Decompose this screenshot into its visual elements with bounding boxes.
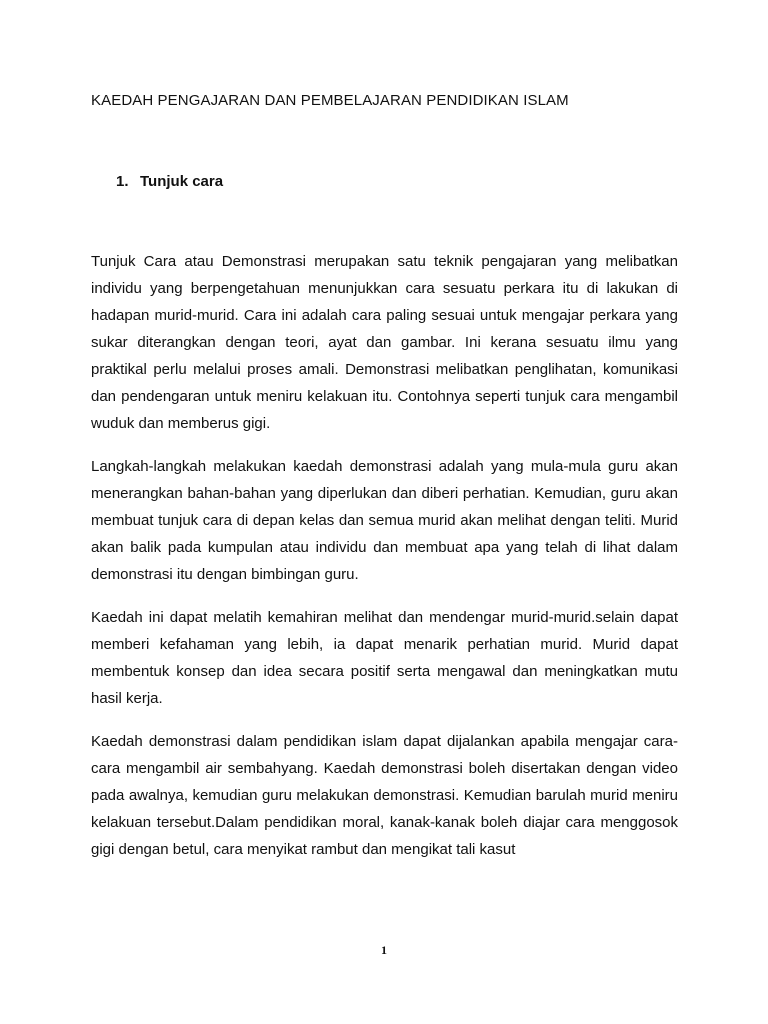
paragraph-4 [91, 728, 678, 863]
paragraph-line: Tunjuk Cara atau Demonstrasi merupakan satu teknik pengajaran yang melibatkan [91, 253, 678, 270]
paragraph-line: Kaedah demonstrasi dalam pendidikan islam dapat dijalankan apabila mengajar cara- [91, 733, 678, 750]
paragraph-line: hadapan murid-murid. Cara ini adalah cara paling sesuai untuk mengajar perkara yang [91, 307, 678, 324]
paragraph-line: hasil kerja. [91, 690, 163, 707]
paragraph-3 [91, 604, 678, 712]
body-text [91, 248, 678, 879]
paragraph-line: dan pendengaran untuk meniru kelakuan itu. Contohnya seperti tunjuk cara mengambil [91, 388, 678, 405]
paragraph-line: akan balik pada kumpulan atau individu dan membuat apa yang telah di lihat dalam [91, 539, 678, 556]
paragraph-line: memberi kefahaman yang lebih, ia dapat menarik perhatian murid. Murid dapat [91, 636, 678, 653]
section-title: Tunjuk cara [140, 173, 224, 190]
paragraph-line: Langkah-langkah melakukan kaedah demonstrasi adalah yang mula-mula guru akan [91, 458, 678, 475]
paragraph-line: cara mengambil air sembahyang. Kaedah demonstrasi boleh disertakan dengan video [91, 760, 678, 777]
paragraph-line: praktikal perlu melalui proses amali. Demonstrasi melibatkan penglihatan, komunikasi [91, 361, 678, 378]
document-title: KAEDAH PENGAJARAN DAN PEMBELAJARAN PENDIDIKAN ISLAM [91, 92, 569, 109]
paragraph-line: membentuk konsep dan idea secara positif serta mengawal dan meningkatkan mutu [91, 663, 678, 680]
paragraph-line: wuduk dan memberus gigi. [91, 415, 271, 432]
page-number: 1 [381, 943, 387, 957]
paragraph-line: gigi dengan betul, cara menyikat rambut dan mengikat tali kasut [91, 841, 516, 858]
section-heading [116, 173, 223, 190]
paragraph-line: pada awalnya, kemudian guru melakukan demonstrasi. Kemudian barulah murid meniru [91, 787, 678, 804]
paragraph-line: membuat tunjuk cara di depan kelas dan semua murid akan melihat dengan teliti. Murid [91, 512, 678, 529]
paragraph-line: individu yang berpengetahuan menunjukkan cara sesuatu perkara itu di lakukan di [91, 280, 678, 297]
paragraph-2 [91, 453, 678, 588]
paragraph-line: demonstrasi itu dengan bimbingan guru. [91, 566, 359, 583]
paragraph-line: menerangkan bahan-bahan yang diperlukan dan diberi perhatian. Kemudian, guru akan [91, 485, 678, 502]
paragraph-line: Kaedah ini dapat melatih kemahiran melihat dan mendengar murid-murid.selain dapat [91, 609, 678, 626]
section-number: 1. [116, 173, 129, 190]
paragraph-line: sukar diterangkan dengan teori, ayat dan gambar. Ini kerana sesuatu ilmu yang [91, 334, 678, 351]
paragraph-line: kelakuan tersebut.Dalam pendidikan moral, kanak-kanak boleh diajar cara menggosok [91, 814, 678, 831]
paragraph-1 [91, 248, 678, 437]
